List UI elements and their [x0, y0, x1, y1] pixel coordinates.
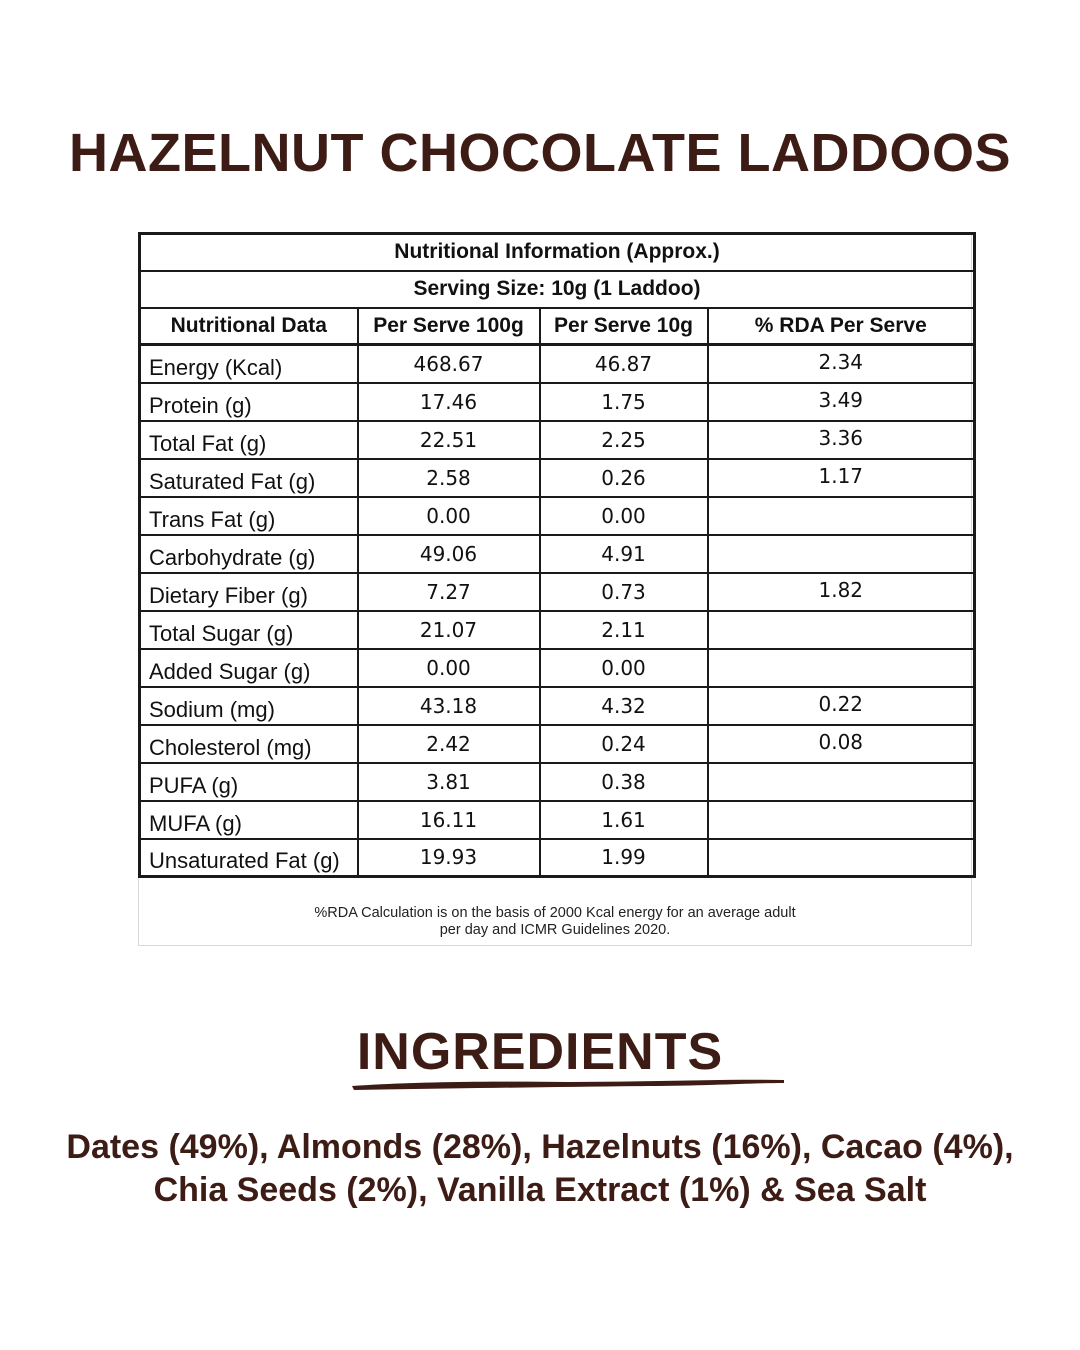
per-10g-value: 2.11 [540, 611, 708, 649]
nutrient-label: Total Sugar (g) [140, 611, 358, 649]
rda-value [708, 801, 975, 839]
rda-value: 1.17 [708, 459, 975, 497]
serving-size: Serving Size: 10g (1 Laddoo) [140, 271, 975, 308]
nutrition-row [140, 763, 975, 801]
rda-value [708, 839, 975, 877]
rda-value [708, 535, 975, 573]
nutrient-label: PUFA (g) [140, 763, 358, 801]
per-100g-value: 3.81 [358, 763, 540, 801]
table-header-row [140, 308, 975, 345]
serving-size-row [140, 271, 975, 308]
per-10g-value: 1.75 [540, 383, 708, 421]
nutrition-row [140, 459, 975, 497]
nutrition-table [138, 232, 976, 878]
nutrition-row [140, 345, 975, 383]
nutrient-label: Unsaturated Fat (g) [140, 839, 358, 877]
per-100g-value: 7.27 [358, 573, 540, 611]
per-100g-value: 16.11 [358, 801, 540, 839]
rda-footnote [138, 905, 972, 939]
per-10g-value: 1.99 [540, 839, 708, 877]
nutrition-row [140, 611, 975, 649]
nutrition-caption-row [140, 234, 975, 271]
rda-value: 0.08 [708, 725, 975, 763]
per-100g-value: 19.93 [358, 839, 540, 877]
nutrition-row [140, 421, 975, 459]
header-nutritional-data: Nutritional Data [140, 308, 358, 345]
nutrition-row [140, 383, 975, 421]
per-100g-value: 2.42 [358, 725, 540, 763]
rda-value [708, 497, 975, 535]
per-10g-value: 2.25 [540, 421, 708, 459]
nutrition-row [140, 839, 975, 877]
ingredients-line2: Chia Seeds (2%), Vanilla Extract (1%) & Sea Salt [153, 1171, 927, 1209]
brush-underline [348, 1074, 788, 1094]
per-10g-value: 0.26 [540, 459, 708, 497]
per-10g-value: 0.38 [540, 763, 708, 801]
nutrient-label: Total Fat (g) [140, 421, 358, 459]
per-100g-value: 49.06 [358, 535, 540, 573]
header-rda: % RDA Per Serve [708, 308, 975, 345]
rda-value [708, 649, 975, 687]
per-10g-value: 4.32 [540, 687, 708, 725]
nutrient-label: Protein (g) [140, 383, 358, 421]
brush-stroke [352, 1080, 784, 1090]
nutrient-label: Cholesterol (mg) [140, 725, 358, 763]
nutrition-row [140, 573, 975, 611]
per-10g-value: 46.87 [540, 345, 708, 383]
nutrition-row [140, 687, 975, 725]
per-100g-value: 43.18 [358, 687, 540, 725]
rda-value: 3.49 [708, 383, 975, 421]
nutrient-label: MUFA (g) [140, 801, 358, 839]
nutrition-row [140, 497, 975, 535]
nutrient-label: Trans Fat (g) [140, 497, 358, 535]
per-100g-value: 2.58 [358, 459, 540, 497]
per-10g-value: 0.24 [540, 725, 708, 763]
nutrition-caption: Nutritional Information (Approx.) [140, 234, 975, 271]
rda-value: 0.22 [708, 687, 975, 725]
per-100g-value: 468.67 [358, 345, 540, 383]
per-10g-value: 4.91 [540, 535, 708, 573]
per-10g-value: 0.00 [540, 649, 708, 687]
rda-value: 1.82 [708, 573, 975, 611]
nutrient-label: Sodium (mg) [140, 687, 358, 725]
nutrient-label: Added Sugar (g) [140, 649, 358, 687]
nutrient-label: Carbohydrate (g) [140, 535, 358, 573]
rda-footnote-line2: per day and ICMR Guidelines 2020. [439, 922, 671, 938]
nutrition-row [140, 801, 975, 839]
ingredients-list [30, 1126, 1050, 1212]
per-10g-value: 1.61 [540, 801, 708, 839]
per-10g-value: 0.73 [540, 573, 708, 611]
ingredients-heading: INGREDIENTS [356, 1023, 724, 1081]
per-100g-value: 0.00 [358, 497, 540, 535]
per-100g-value: 0.00 [358, 649, 540, 687]
per-100g-value: 21.07 [358, 611, 540, 649]
nutrient-label: Energy (Kcal) [140, 345, 358, 383]
nutrient-label: Dietary Fiber (g) [140, 573, 358, 611]
rda-value: 3.36 [708, 421, 975, 459]
ingredients-line1: Dates (49%), Almonds (28%), Hazelnuts (16%), Cacao (4%), [66, 1128, 1014, 1166]
rda-value: 2.34 [708, 345, 975, 383]
rda-footnote-line1: %RDA Calculation is on the basis of 2000 Kcal energy for an average adult [314, 905, 796, 921]
per-100g-value: 17.46 [358, 383, 540, 421]
nutrition-row [140, 725, 975, 763]
nutrition-row [140, 649, 975, 687]
per-100g-value: 22.51 [358, 421, 540, 459]
header-per-10g: Per Serve 10g [540, 308, 708, 345]
header-per-100g: Per Serve 100g [358, 308, 540, 345]
nutrient-label: Saturated Fat (g) [140, 459, 358, 497]
per-10g-value: 0.00 [540, 497, 708, 535]
rda-value [708, 763, 975, 801]
product-title: HAZELNUT CHOCOLATE LADDOOS [69, 123, 1011, 183]
rda-value [708, 611, 975, 649]
nutrition-row [140, 535, 975, 573]
